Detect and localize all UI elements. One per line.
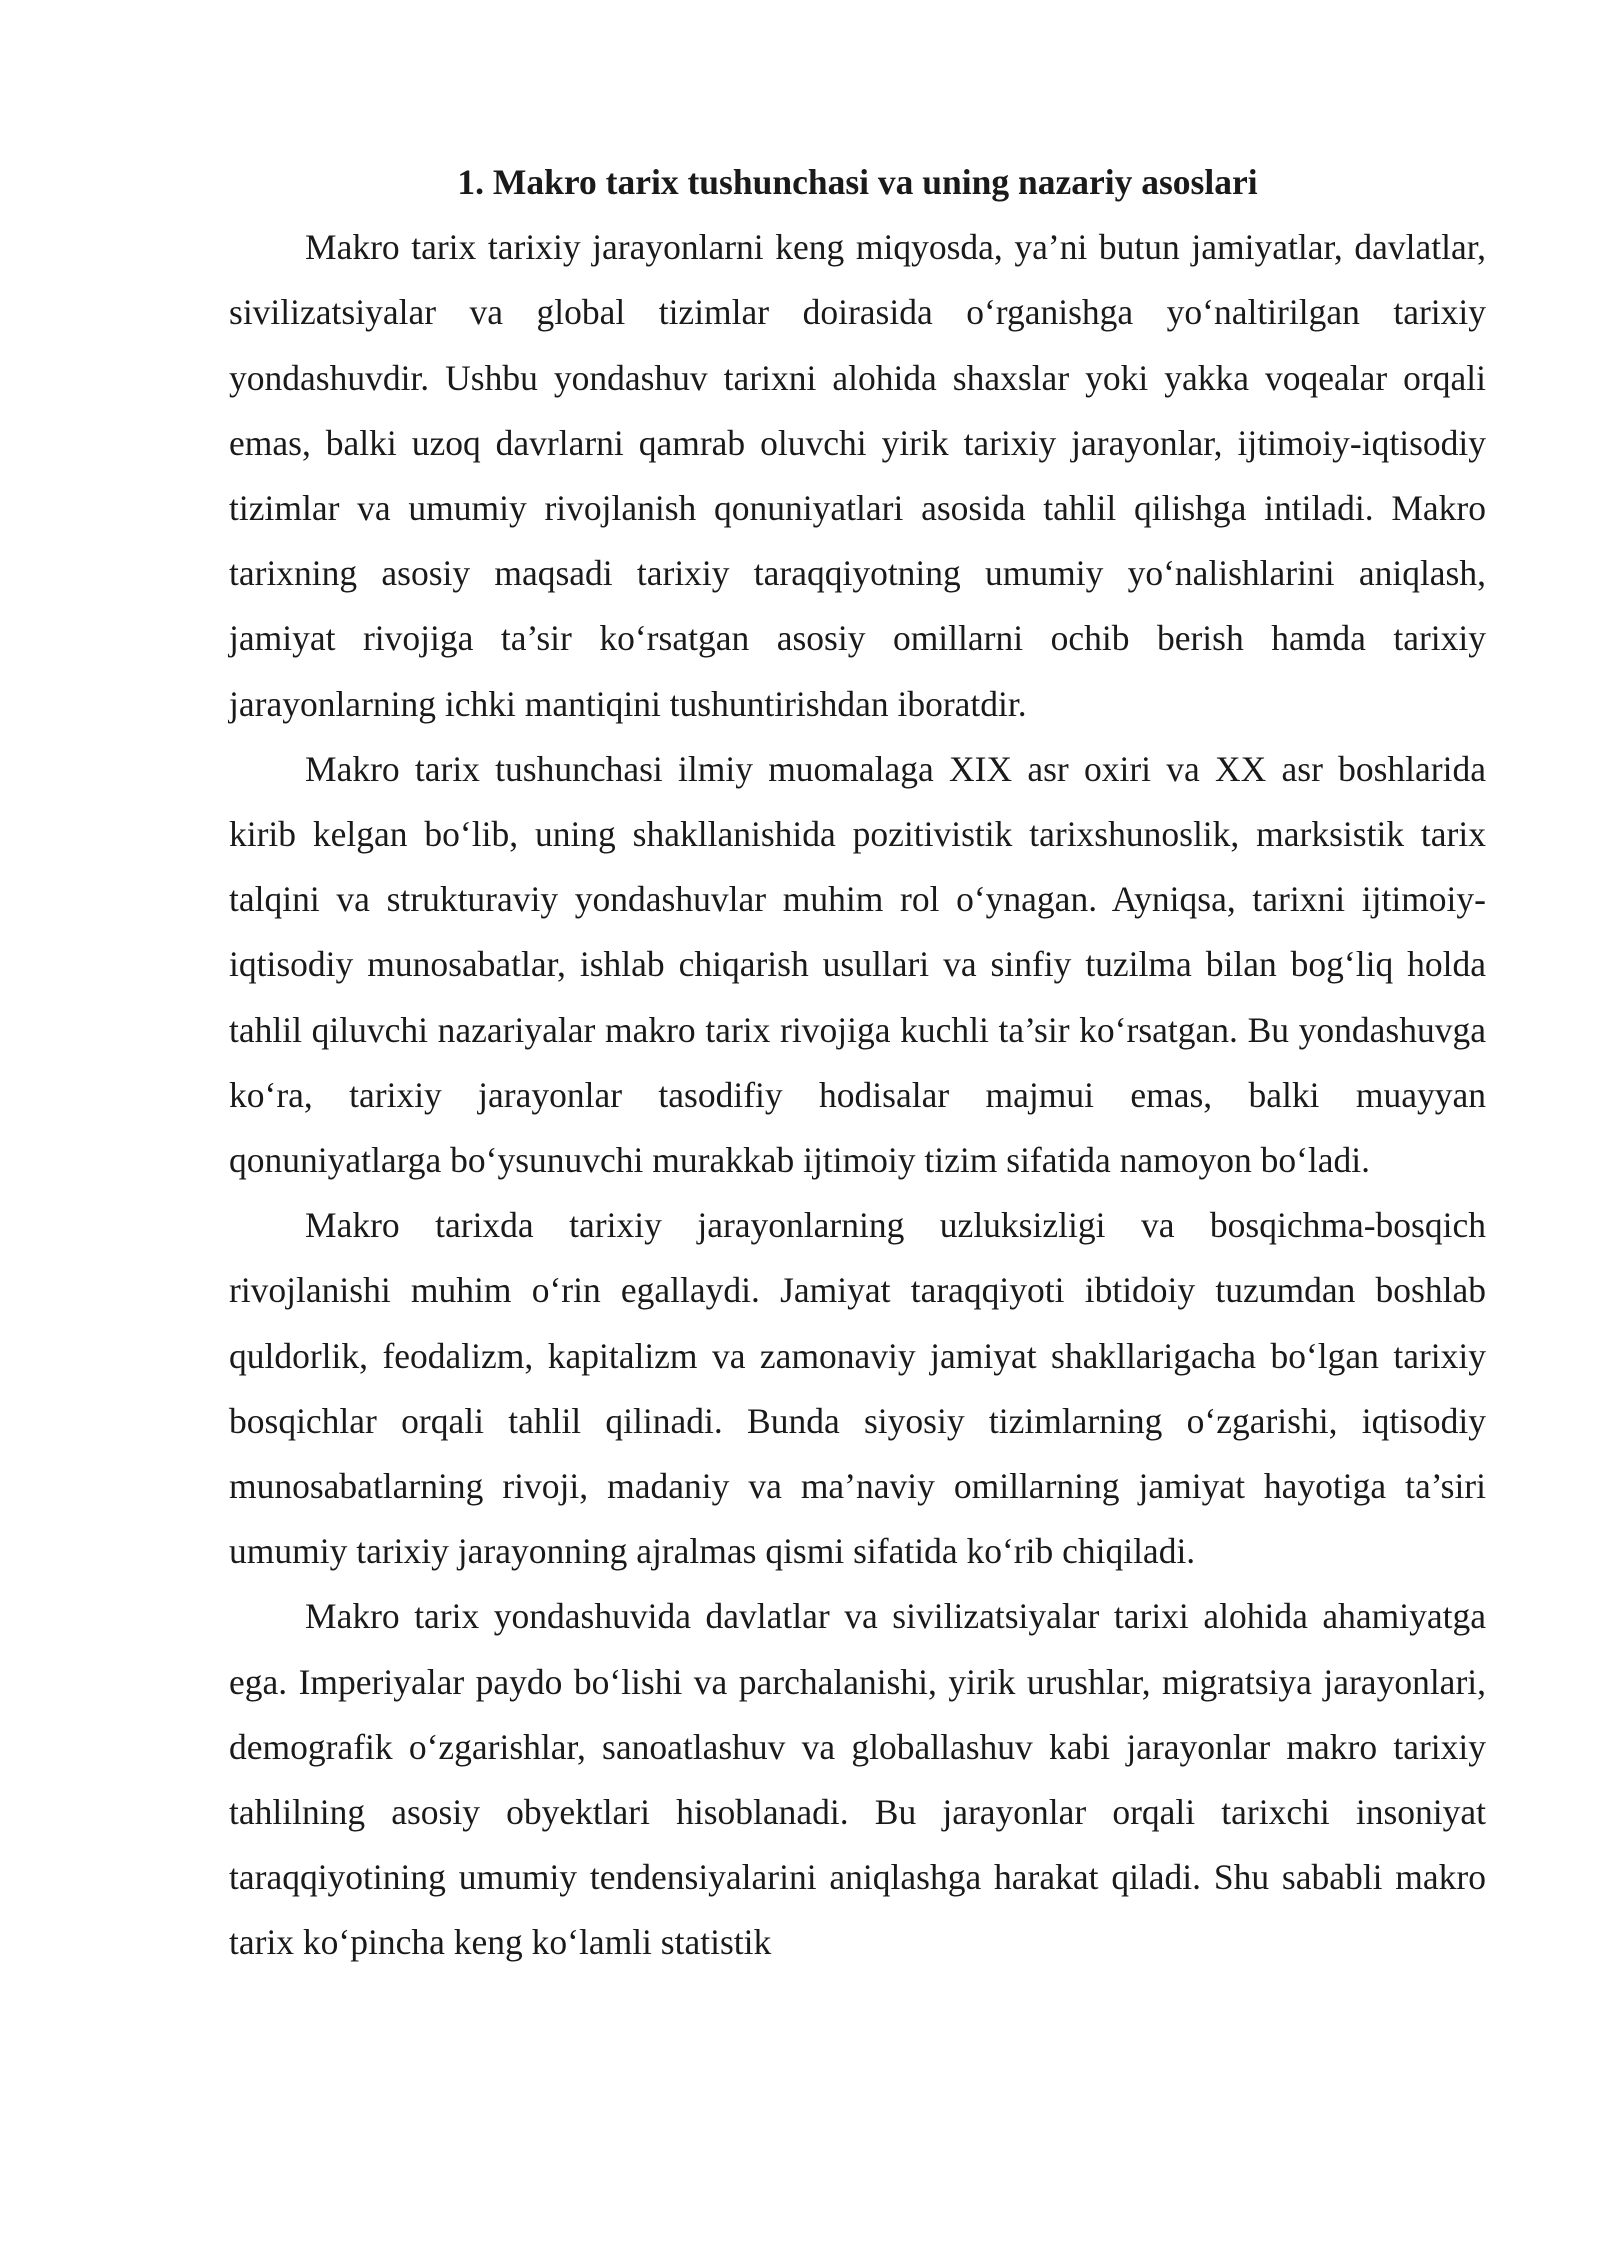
document-body — [229, 150, 1486, 1976]
section-heading: 1. Makro tarix tushunchasi va uning nazariy asoslari — [457, 162, 1258, 202]
paragraph-4: Makro tarix yondashuvida davlatlar va sivilizatsiyalar tarixi alohida ahamiyatga ega. Imperiyalar paydo bo‘lishi va parchalanishi, yirik urushlar, migratsiya jarayonlari, demografik o‘zgarishlar, sanoatlashuv va globallashuv kabi jarayonlar makro tarixiy tahlilning asosiy obyektlari hisoblanadi. Bu jarayonlar orqali tarixchi insoniyat taraqqiyotining umumiy tendensiyalarini aniqlashga harakat qiladi. Shu sababli makro tarix ko‘pincha keng ko‘lamli statistik — [229, 1596, 1486, 1963]
paragraph-3: Makro tarixda tarixiy jarayonlarning uzluksizligi va bosqichma-bosqich rivojlanishi muhim o‘rin egallaydi. Jamiyat taraqqiyoti ibtidoiy tuzumdan boshlab quldorlik, feodalizm, kapitalizm va zamonaviy jamiyat shakllarigacha bo‘lgan tarixiy bosqichlar orqali tahlil qilinadi. Bunda siyosiy tizimlarning o‘zgarishi, iqtisodiy munosabatlarning rivoji, madaniy va ma’naviy omillarning jamiyat hayotiga ta’siri umumiy tarixiy jarayonning ajralmas qismi sifatida ko‘rib chiqiladi. — [229, 1205, 1486, 1572]
paragraph-2: Makro tarix tushunchasi ilmiy muomalaga XIX asr oxiri va XX asr boshlarida kirib kelgan bo‘lib, uning shakllanishida pozitivistik tarixshunoslik, marksistik tarix talqini va strukturaviy yondashuvlar muhim rol o‘ynagan. Ayniqsa, tarixni ijtimoiy-iqtisodiy munosabatlar, ishlab chiqarish usullari va sinfiy tuzilma bilan bog‘liq holda tahlil qiluvchi nazariyalar makro tarix rivojiga kuchli ta’sir ko‘rsatgan. Bu yondashuvga ko‘ra, tarixiy jarayonlar tasodifiy hodisalar majmui emas, balki muayyan qonuniyatlarga bo‘ysunuvchi murakkab ijtimoiy tizim sifatida namoyon bo‘ladi. — [229, 748, 1486, 1181]
paragraph-1: Makro tarix tarixiy jarayonlarni keng miqyosda, ya’ni butun jamiyatlar, davlatlar, sivilizatsiyalar va global tizimlar doirasida o‘rganishga yo‘naltirilgan tarixiy yondashuvdir. Ushbu yondashuv tarixni alohida shaxslar yoki yakka voqealar orqali emas, balki uzoq davrlarni qamrab oluvchi yirik tarixiy jarayonlar, ijtimoiy-iqtisodiy tizimlar va umumiy rivojlanish qonuniyatlari asosida tahlil qilishga intiladi. Makro tarixning asosiy maqsadi tarixiy taraqqiyotning umumiy yo‘nalishlarini aniqlash, jamiyat rivojiga ta’sir ko‘rsatgan asosiy omillarni ochib berish hamda tarixiy jarayonlarning ichki mantiqini tushuntirishdan iboratdir. — [229, 227, 1486, 724]
